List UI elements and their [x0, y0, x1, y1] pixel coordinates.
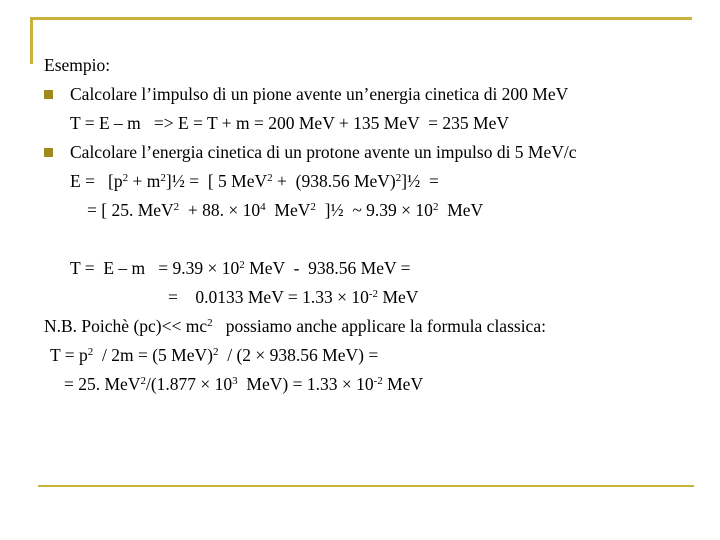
frame-bottom-line — [38, 485, 694, 487]
energy-formula-line1: $E = [p^2$ + $m^2]\frac{1}{2}$ = [ 5 MeV$^2$ + (938.56 MeV)$^2$]½ = — [70, 171, 439, 191]
example-title: Esempio: — [44, 55, 111, 75]
frame-top-line — [30, 17, 692, 20]
square-bullet-icon — [44, 148, 53, 157]
energy-formula-line2: = [ 25. MeV$^2$ + 88. × $10^4$ MeV$^2$ ]½ ~ $9.39 \times 10^2$ MeV — [87, 200, 484, 220]
bullet1-calc: T = E – m => E = T + m = 200 MeV + 135 MeV = 235 MeV — [70, 113, 510, 133]
kinetic-energy-line2: = 0.0133 MeV = $1.33 \times 10^{-2}$ MeV — [168, 287, 419, 307]
bullet2-text: Calcolare l’energia cinetica di un protone avente un impulso di 5 MeV/c — [70, 142, 577, 162]
classical-formula-line2: = 25. $MeV^2/(1.877 \times 10^3$ $MeV) = 1.33 \times 10^{-2}$ MeV — [64, 374, 424, 394]
nb-note: N.B. Poichè $(pc)<< mc^2$ possiamo anche applicare la formula classica: — [44, 316, 546, 336]
kinetic-energy-line1: $T = E - m = 9.39 \times 10^2$ MeV - 938.56 MeV = — [70, 258, 411, 278]
frame-vertical-line — [30, 17, 33, 64]
classical-formula-line1: $T = p^2 / 2m = (5$ MeV)$^2$ / (2 × 938.56 MeV) = — [50, 345, 379, 365]
bullet1-text: Calcolare l’impulso di un pione avente un’energia cinetica di 200 MeV — [70, 84, 569, 104]
square-bullet-icon — [44, 90, 53, 99]
